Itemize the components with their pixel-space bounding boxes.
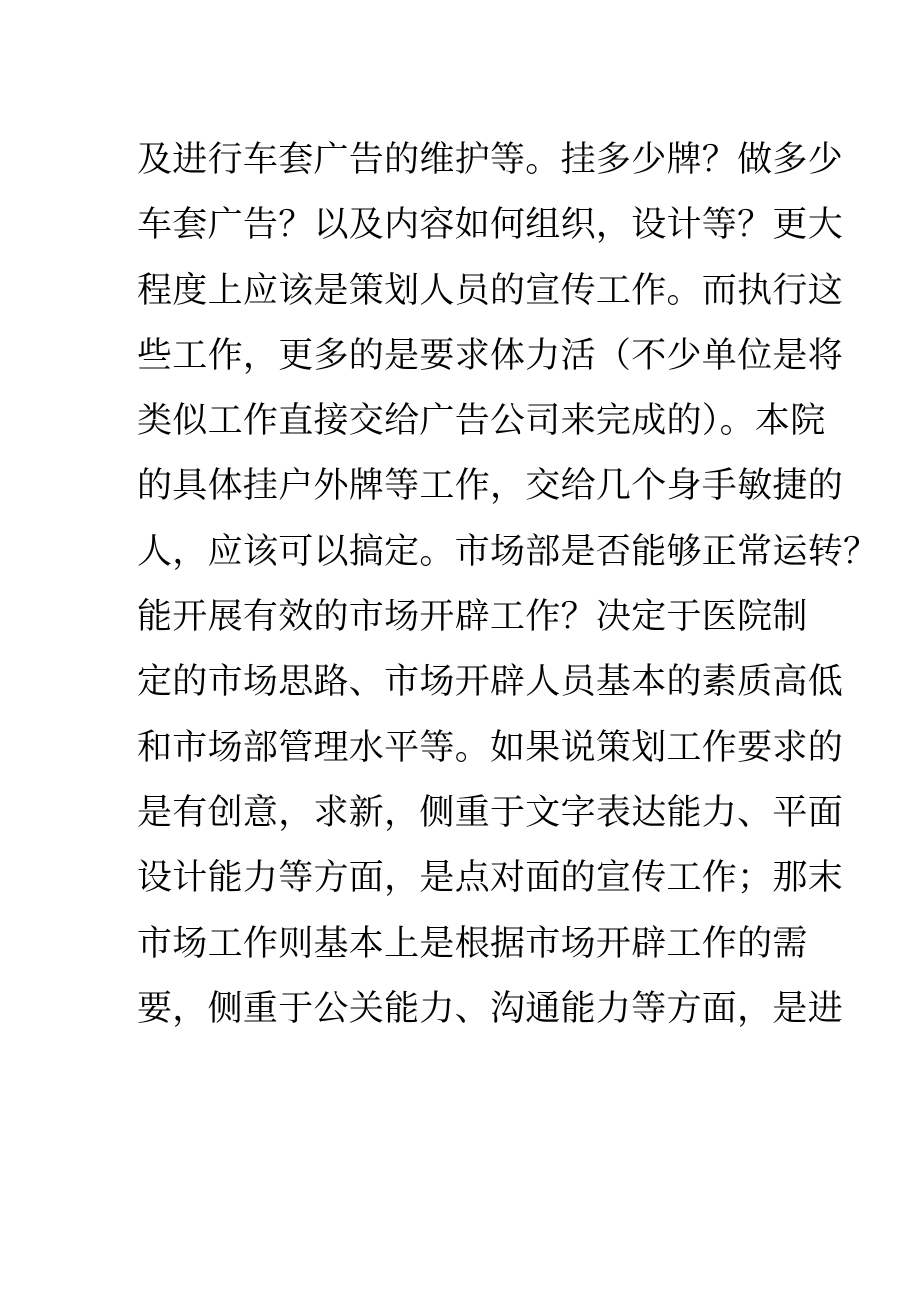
- text-line-12: 设计能力等方面，是点对面的宣传工作；那末: [137, 858, 844, 899]
- text-line-6: 的具体挂户外牌等工作，交给几个身手敏捷的: [137, 466, 844, 507]
- text-line-2: 车套广告？以及内容如何组织，设计等？更大: [137, 205, 844, 246]
- text-line-11: 是有创意，求新，侧重于文字表达能力、平面: [137, 792, 844, 833]
- text-line-8: 能开展有效的市场开辟工作？决定于医院制: [137, 597, 808, 638]
- body-text: [137, 128, 879, 1042]
- text-line-3: 程度上应该是策划人员的宣传工作。而执行这: [137, 270, 844, 311]
- text-line-13: 市场工作则基本上是根据市场开辟工作的需: [137, 923, 808, 964]
- text-line-14: 要，侧重于公关能力、沟通能力等方面，是进: [137, 988, 844, 1029]
- text-line-10: 和市场部管理水平等。如果说策划工作要求的: [137, 727, 844, 768]
- text-line-9: 定的市场思路、市场开辟人员基本的素质高低: [137, 662, 844, 703]
- text-line-7: 人，应该可以搞定。市场部是否能够正常运转？: [137, 531, 879, 572]
- text-line-5: 类似工作直接交给广告公司来完成的）。本院: [137, 401, 826, 442]
- text-line-1: 及进行车套广告的维护等。挂多少牌？做多少: [137, 140, 844, 180]
- text-line-4: 些工作，更多的是要求体力活（不少单位是将: [137, 335, 844, 376]
